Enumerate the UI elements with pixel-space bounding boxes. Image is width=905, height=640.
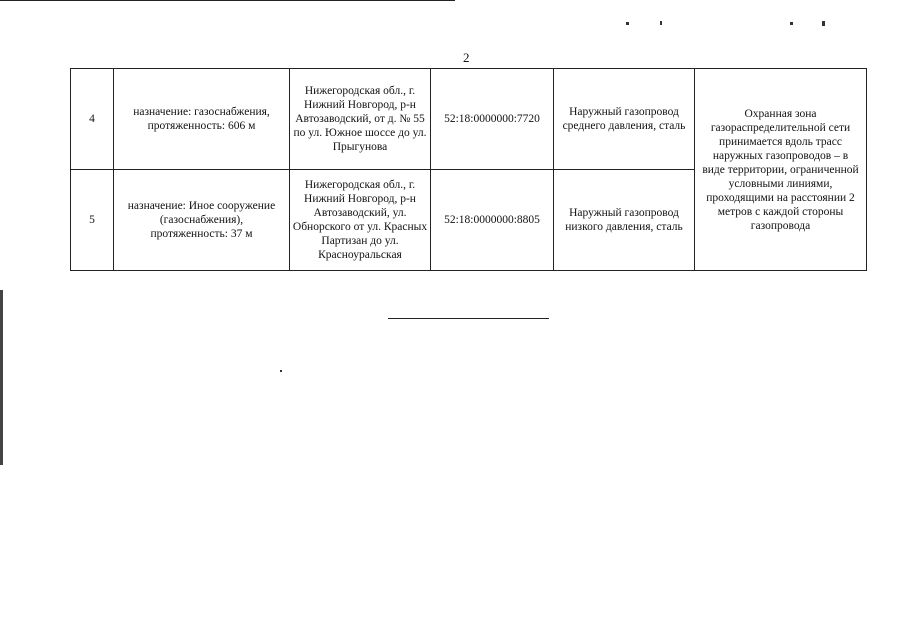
cadastral-number: 52:18:0000000:8805	[431, 170, 554, 271]
table-row	[71, 69, 867, 170]
purpose-cell: назначение: газоснабжения, протяженность: 606 м	[114, 69, 290, 170]
object-description: Наружный газопровод среднего давления, сталь	[554, 69, 695, 170]
scan-mark	[822, 21, 825, 26]
property-table	[70, 68, 867, 271]
scan-mark	[790, 22, 793, 25]
page-number: 2	[463, 50, 470, 65]
scan-mark	[280, 370, 282, 372]
purpose-cell: назначение: Иное сооружение (газоснабжения), протяженность: 37 м	[114, 170, 290, 271]
top-rule	[0, 0, 455, 1]
protection-zone-cell: Охранная зона газораспределительной сети принимается вдоль трасс наружных газопроводов – в виде территории, ограниченной условными линиями, проходящими на расстоянии 2 метров с каждой стороны газопровода	[695, 69, 867, 271]
object-description: Наружный газопровод низкого давления, сталь	[554, 170, 695, 271]
address-cell: Нижегородская обл., г. Нижний Новгород, р-н Автозаводский, от д. № 55 по ул. Южное шоссе до ул. Прыгунова	[290, 69, 431, 170]
scan-edge	[0, 290, 3, 465]
row-number: 4	[71, 69, 114, 170]
cadastral-number: 52:18:0000000:7720	[431, 69, 554, 170]
row-number: 5	[71, 170, 114, 271]
scan-mark	[660, 21, 662, 25]
scan-mark	[626, 22, 629, 25]
address-cell: Нижегородская обл., г. Нижний Новгород, р-н Автозаводский, ул. Обнорского от ул. Красных Партизан до ул. Красноуральская	[290, 170, 431, 271]
closing-line	[388, 318, 549, 319]
